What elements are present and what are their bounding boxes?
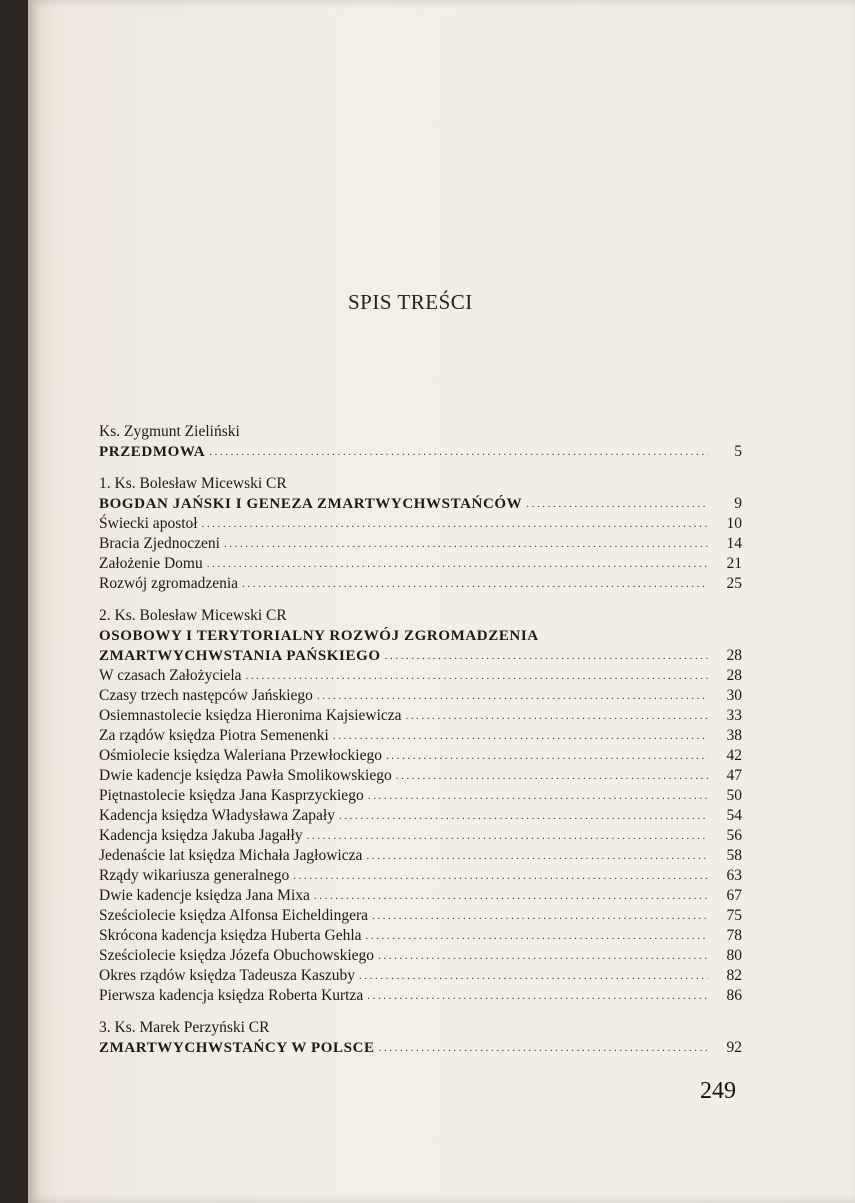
toc-entry	[99, 766, 742, 786]
entry-page-number: 38	[726, 727, 742, 744]
leader-dots	[366, 926, 708, 946]
entry-page-number: 9	[734, 495, 742, 512]
entry-page-number: 47	[726, 767, 742, 784]
toc-heading-line	[99, 626, 742, 646]
leader-dots	[202, 514, 708, 534]
toc-entry	[99, 966, 742, 986]
leader-dots	[293, 866, 708, 886]
book-page	[28, 0, 855, 1203]
leader-dots	[314, 886, 708, 906]
leader-dots	[359, 966, 708, 986]
entry-title: Piętnastolecie księdza Jana Kasprzyckiego	[99, 787, 364, 804]
section-author: 1. Ks. Bolesław Micewski CR	[99, 475, 287, 492]
toc-entry	[99, 846, 742, 866]
leader-dots	[209, 442, 708, 462]
entry-page-number: 10	[726, 515, 742, 532]
toc-entry	[99, 906, 742, 926]
section-heading: BOGDAN JAŃSKI I GENEZA ZMARTWYCHWSTAŃCÓW	[99, 496, 523, 512]
entry-page-number: 42	[726, 747, 742, 764]
section-author: Ks. Zygmunt Zieliński	[99, 423, 240, 440]
leader-dots	[367, 986, 708, 1006]
page-title: SPIS TREŚCI	[348, 290, 473, 314]
entry-title: Kadencja księdza Władysława Zapały	[99, 807, 335, 824]
entry-page-number: 75	[726, 907, 742, 924]
entry-title: Bracia Zjednoczeni	[99, 535, 220, 552]
leader-dots	[526, 494, 708, 514]
leader-dots	[307, 826, 708, 846]
entry-page-number: 21	[726, 555, 742, 572]
entry-page-number: 58	[726, 847, 742, 864]
entry-page-number: 33	[726, 707, 742, 724]
leader-dots	[386, 746, 708, 766]
entry-page-number: 56	[726, 827, 742, 844]
entry-page-number: 54	[726, 807, 742, 824]
leader-dots	[372, 906, 708, 926]
toc-entry	[99, 986, 742, 1006]
toc-entry	[99, 574, 742, 594]
entry-page-number: 30	[726, 687, 742, 704]
entry-title: Dwie kadencje księdza Pawła Smolikowskiego	[99, 767, 392, 784]
entry-page-number: 28	[726, 667, 742, 684]
leader-dots	[396, 766, 708, 786]
leader-dots	[333, 726, 708, 746]
leader-dots	[242, 574, 708, 594]
section-author: 2. Ks. Bolesław Micewski CR	[99, 607, 287, 624]
table-of-contents	[99, 422, 742, 1058]
entry-page-number: 25	[726, 575, 742, 592]
entry-title: Rządy wikariusza generalnego	[99, 867, 290, 884]
folio-page-number: 249	[700, 1078, 736, 1104]
entry-page-number: 67	[726, 887, 742, 904]
section-heading: ZMARTWYCHWSTANIA PAŃSKIEGO	[99, 648, 381, 664]
entry-page-number: 78	[726, 927, 742, 944]
toc-entry	[99, 442, 742, 462]
entry-title: Jedenaście lat księdza Michała Jagłowicza	[99, 847, 363, 864]
toc-entry	[99, 706, 742, 726]
entry-title: Skrócona kadencja księdza Huberta Gehla	[99, 927, 362, 944]
section-author: 3. Ks. Marek Perzyński CR	[99, 1019, 270, 1036]
toc-entry	[99, 534, 742, 554]
leader-dots	[224, 534, 708, 554]
entry-page-number: 80	[726, 947, 742, 964]
entry-page-number: 92	[726, 1039, 742, 1056]
entry-title: Sześciolecie księdza Alfonsa Eicheldingera	[99, 907, 368, 924]
entry-title: Za rządów księdza Piotra Semenenki	[99, 727, 329, 744]
entry-title: Osiemnastolecie księdza Hieronima Kajsiewicza	[99, 707, 402, 724]
leader-dots	[207, 554, 708, 574]
toc-entry	[99, 554, 742, 574]
entry-page-number: 14	[726, 535, 742, 552]
leader-dots	[366, 846, 708, 866]
entry-title: Rozwój zgromadzenia	[99, 575, 239, 592]
leader-dots	[317, 686, 708, 706]
toc-entry	[99, 946, 742, 966]
toc-entry	[99, 494, 742, 514]
toc-entry	[99, 806, 742, 826]
toc-entry	[99, 886, 742, 906]
toc-entry	[99, 866, 742, 886]
entry-page-number: 63	[726, 867, 742, 884]
toc-entry	[99, 826, 742, 846]
toc-entry	[99, 726, 742, 746]
toc-entry	[99, 686, 742, 706]
section-heading: ZMARTWYCHWSTAŃCY W POLSCE	[99, 1040, 375, 1056]
leader-dots	[379, 1038, 708, 1058]
entry-title: Czasy trzech następców Jańskiego	[99, 687, 313, 704]
entry-title: Świecki apostoł	[99, 515, 198, 532]
entry-title: Sześciolecie księdza Józefa Obuchowskiego	[99, 947, 375, 964]
leader-dots	[385, 646, 708, 666]
entry-title: Pierwsza kadencja księdza Roberta Kurtza	[99, 987, 364, 1004]
entry-page-number: 50	[726, 787, 742, 804]
toc-entry	[99, 746, 742, 766]
leader-dots	[368, 786, 708, 806]
toc-entry	[99, 1038, 742, 1058]
toc-entry	[99, 514, 742, 534]
section-heading: OSOBOWY I TERYTORIALNY ROZWÓJ ZGROMADZENIA	[99, 628, 539, 644]
entry-page-number: 28	[726, 647, 742, 664]
leader-dots	[246, 666, 708, 686]
toc-entry	[99, 786, 742, 806]
entry-page-number: 5	[734, 443, 742, 460]
entry-title: Dwie kadencje księdza Jana Mixa	[99, 887, 310, 904]
entry-title: W czasach Założyciela	[99, 667, 242, 684]
entry-page-number: 82	[726, 967, 742, 984]
toc-entry	[99, 666, 742, 686]
entry-title: Okres rządów księdza Tadeusza Kaszuby	[99, 967, 355, 984]
leader-dots	[339, 806, 708, 826]
entry-page-number: 86	[726, 987, 742, 1004]
toc-entry	[99, 646, 742, 666]
entry-title: Kadencja księdza Jakuba Jagałły	[99, 827, 303, 844]
leader-dots	[406, 706, 708, 726]
toc-entry	[99, 926, 742, 946]
entry-title: Ośmiolecie księdza Waleriana Przewłockiego	[99, 747, 382, 764]
entry-title: Założenie Domu	[99, 555, 203, 572]
section-heading: PRZEDMOWA	[99, 444, 206, 460]
leader-dots	[378, 946, 708, 966]
